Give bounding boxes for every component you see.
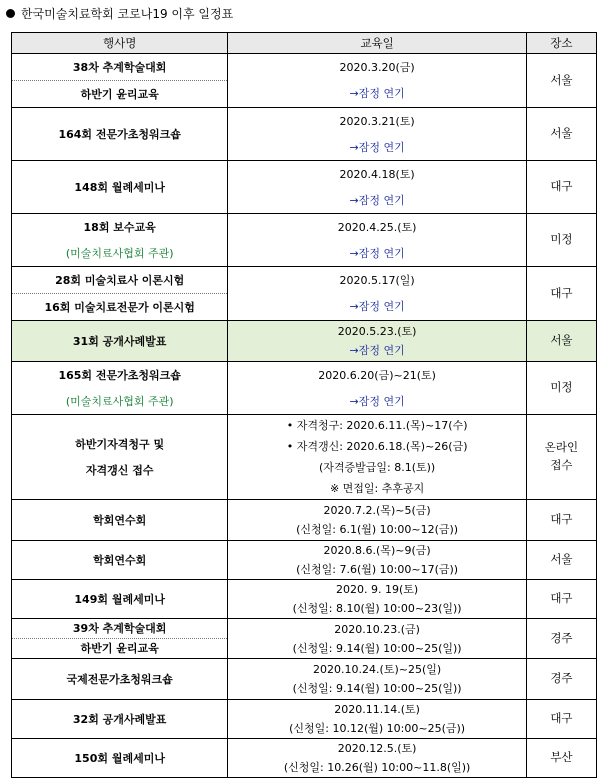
postpone-note: →잠정 연기	[349, 87, 405, 100]
registration-period: (신청일: 9.14(월) 10:00~25(일))	[292, 641, 462, 655]
table-row	[12, 415, 597, 500]
place-cell: 온라인 접수	[526, 415, 596, 500]
certificate-issue-date: (자격증발급일: 8.1(토))	[318, 461, 436, 474]
event-cell	[12, 700, 228, 739]
postpone-note: →잠정 연기	[349, 300, 405, 313]
postpone-note: →잠정 연기	[349, 193, 405, 207]
registration-period: (신청일: 7.6(월) 10:00~17(금))	[296, 563, 459, 576]
header-date: 교육일	[228, 33, 527, 54]
bullet-icon	[6, 9, 15, 18]
date-cell	[228, 214, 527, 267]
table-row	[12, 500, 597, 541]
event-cell	[12, 214, 228, 267]
date-cell	[228, 362, 527, 415]
table-row	[12, 580, 597, 619]
date-cell	[228, 659, 527, 700]
table-row	[12, 659, 597, 700]
event-cell	[12, 321, 228, 362]
event-cell	[12, 619, 228, 659]
event-date: 2020.6.20(금)~21(토)	[318, 368, 436, 382]
event-cell	[12, 739, 228, 778]
header-place: 장소	[526, 33, 596, 54]
event-date: 2020.10.24.(토)~25(일)	[313, 663, 442, 676]
registration-period: (신청일: 6.1(월) 10:00~12(금))	[296, 523, 459, 536]
event-name: 학회연수회	[93, 513, 147, 527]
place-cell: 미정	[526, 214, 596, 267]
date-cell	[228, 321, 527, 362]
postpone-note: →잠정 연기	[349, 343, 405, 357]
event-date: 2020.5.17(일)	[339, 274, 415, 287]
event-date: 2020.7.2.(목)~5(금)	[323, 504, 431, 517]
place-cell: 경주	[526, 659, 596, 700]
place-cell: 서울	[526, 108, 596, 161]
table-row	[12, 700, 597, 739]
event-date: 2020.12.5.(토)	[337, 742, 417, 755]
date-cell	[228, 415, 527, 500]
place-cell: 대구	[526, 500, 596, 541]
table-row	[12, 161, 597, 214]
event-cell	[12, 54, 228, 108]
event-date: 2020.4.18(토)	[339, 167, 415, 181]
event-name: 학회연수회	[93, 553, 147, 567]
date-cell	[228, 500, 527, 541]
event-cell	[12, 500, 228, 541]
event-name: 하반기 윤리교육	[12, 638, 227, 658]
event-organizer-note: (미술치료사협회 주관)	[65, 246, 174, 260]
event-name: 하반기 윤리교육	[12, 80, 227, 107]
event-cell	[12, 267, 228, 321]
place-cell: 대구	[526, 580, 596, 619]
date-cell	[228, 541, 527, 580]
place-cell: 미정	[526, 362, 596, 415]
event-organizer-note: (미술치료사협회 주관)	[65, 394, 174, 408]
table-row	[12, 108, 597, 161]
event-name: 148회 월례세미나	[74, 180, 165, 194]
date-cell	[228, 161, 527, 214]
registration-period: (신청일: 10.12(월) 10:00~25(금))	[289, 722, 466, 735]
place-cell: 경주	[526, 619, 596, 659]
table-row	[12, 541, 597, 580]
event-date: 2020. 9. 19(토)	[336, 583, 419, 596]
event-cell	[12, 541, 228, 580]
schedule-table	[11, 32, 597, 778]
postpone-note: →잠정 연기	[349, 140, 405, 154]
table-row	[12, 739, 597, 778]
event-date: 2020.3.21(토)	[339, 114, 415, 128]
event-cell	[12, 659, 228, 700]
date-cell	[228, 54, 527, 108]
header-event: 행사명	[12, 33, 228, 54]
event-name: 자격갱신 접수	[85, 463, 154, 477]
place-cell: 서울	[526, 541, 596, 580]
event-name: 18회 보수교육	[83, 220, 156, 234]
event-cell	[12, 362, 228, 415]
event-name: 38차 추계학술대회	[72, 60, 167, 74]
event-date: 2020.10.23.(금)	[334, 622, 420, 636]
date-cell	[228, 580, 527, 619]
postpone-note: →잠정 연기	[349, 246, 405, 260]
event-date: 2020.3.20(금)	[339, 61, 415, 74]
table-header-row	[12, 33, 597, 54]
event-name: 16회 미술치료전문가 이론시험	[12, 293, 227, 320]
place-cell: 대구	[526, 267, 596, 321]
event-name: 31회 공개사례발표	[72, 334, 167, 348]
event-name: 하반기자격청구 및	[75, 437, 165, 451]
event-date: 2020.11.14.(토)	[334, 703, 420, 716]
registration-period: (신청일: 8.10(월) 10:00~23(일))	[292, 602, 462, 615]
event-name: 165회 전문가초청워크숍	[58, 368, 181, 382]
table-row	[12, 362, 597, 415]
event-date: 2020.4.25.(토)	[337, 220, 417, 234]
event-cell	[12, 161, 228, 214]
schedule-title-text: 한국미술치료학회 코로나19 이후 일정표	[21, 6, 234, 21]
date-cell	[228, 108, 527, 161]
place-cell: 대구	[526, 700, 596, 739]
interview-date-note: ※ 면접일: 추후공지	[329, 482, 425, 495]
place-cell: 부산	[526, 739, 596, 778]
date-cell	[228, 700, 527, 739]
event-name: 32회 공개사례발표	[72, 712, 167, 726]
place-cell: 서울	[526, 321, 596, 362]
date-cell	[228, 619, 527, 659]
event-name: 164회 전문가초청워크숍	[58, 127, 181, 141]
table-row-highlighted	[12, 321, 597, 362]
date-cell	[228, 267, 527, 321]
registration-period: (신청일: 9.14(월) 10:00~25(일))	[292, 682, 462, 695]
qualification-renewal-period: • 자격갱신: 2020.6.18.(목)~26(금)	[286, 440, 468, 453]
date-cell	[228, 739, 527, 778]
table-row	[12, 619, 597, 659]
registration-period: (신청일: 10.26(월) 10:00~11.8(일))	[283, 761, 471, 774]
schedule-title	[6, 5, 233, 21]
event-name: 39차 추계학술대회	[72, 622, 167, 635]
place-cell: 서울	[526, 54, 596, 108]
event-date: 2020.8.6.(목)~9(금)	[323, 544, 431, 557]
postpone-note: →잠정 연기	[349, 394, 405, 408]
event-date: 2020.5.23.(토)	[337, 324, 417, 338]
place-cell: 대구	[526, 161, 596, 214]
table-row	[12, 54, 597, 108]
event-name: 149회 월례세미나	[74, 592, 165, 606]
event-cell	[12, 415, 228, 500]
event-cell	[12, 108, 228, 161]
table-row	[12, 267, 597, 321]
event-cell	[12, 580, 228, 619]
event-name: 국제전문가초청워크숍	[66, 672, 173, 686]
qualification-request-period: • 자격청구: 2020.6.11.(목)~17(수)	[286, 419, 468, 432]
event-name: 28회 미술치료사 이론시험	[55, 273, 185, 287]
table-row	[12, 214, 597, 267]
event-name: 150회 월례세미나	[74, 751, 165, 765]
